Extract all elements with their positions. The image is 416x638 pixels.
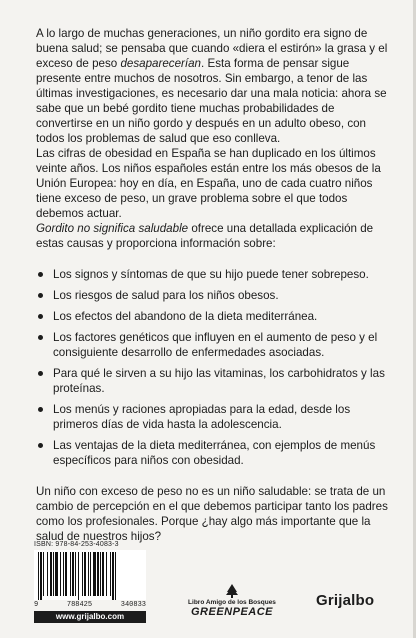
barcode-bar [47,552,48,596]
barcode-image [34,550,146,600]
paragraph-intro [36,26,388,146]
barcode-bar [100,552,101,596]
isbn-label: ISBN: 978-84-253-4083-3 [34,541,119,548]
list-item: Las ventajas de la dieta mediterránea, con ejemplos de menús específicos para niños con obesidad. [36,438,388,468]
barcode-bar [40,552,42,600]
bullet-icon [38,272,43,277]
bullet-icon [38,407,43,412]
barcode-bar [90,552,91,596]
topics-list [36,267,388,468]
barcode-bar [84,552,86,596]
bullet-icon [38,335,43,340]
barcode-bar [63,552,64,596]
bullet-icon [38,314,43,319]
bullet-icon [38,371,43,376]
barcode-digits: 9 788425 340833 [34,601,146,609]
barcode-bar [93,552,96,596]
list-item: Los riesgos de salud para los niños obesos. [36,288,388,303]
paragraph-intro-part1: A lo largo de muchas generaciones, un niño gordito era signo de buena salud; se pensaba que cuando «diera el estirón» la grasa y el exceso de peso [36,27,388,70]
list-item: Los efectos del abandono de la dieta mediterránea. [36,309,388,324]
tree-icon [226,584,238,598]
barcode-bar [65,552,67,596]
barcode-bar [53,552,54,596]
barcode-bar [75,552,76,596]
barcode-bar [70,552,71,596]
barcode-bar [110,552,111,596]
barcode-bar [43,552,44,596]
paragraph-closing: Un niño con exceso de peso no es un niño saludable: se trata de un cambio de percepción en el que debemos participar tanto los padres como los profesionales. Porque ¿hay algo más importante que la salud de nuestros hijos? [36,485,388,543]
greenpeace-tagline: Libro Amigo de los Bosques [188,599,276,606]
list-item: Para qué le sirven a su hijo las vitaminas, los carbohidratos y las proteínas. [36,366,388,396]
barcode-bar [82,552,83,596]
barcode-block [34,541,152,623]
book-summary-text: ofrece una detallada explicación de estas causas y proporciona información sobre: [36,222,374,250]
barcode-bar [88,552,89,596]
book-title: Gordito no significa saludable [36,222,189,235]
barcode-bar [72,552,74,596]
publisher-logo: Grijalbo [316,592,375,609]
publisher-website: www.grijalbo.com [34,611,146,623]
back-cover-text [36,26,388,544]
barcode-bar [112,552,114,600]
barcode-bar [50,552,52,596]
barcode-bar [97,552,99,596]
greenpeace-name: GREENPEACE [190,606,274,618]
greenpeace-logo [182,584,282,618]
bullet-icon [38,293,43,298]
barcode-bar [115,552,116,600]
bullet-icon [38,443,43,448]
paragraph-statistics: Las cifras de obesidad en España se han duplicado en los últimos veinte años. Los niños españoles están entre los más obesos de la Unión Europea: hoy en día, en España, uno de cada cuatro niños tiene exceso de peso, un grave problema sobre el que todos debemos actuar. [36,147,381,220]
list-item: Los signos y síntomas de que su hijo puede tener sobrepeso. [36,267,388,282]
list-item: Los factores genéticos que influyen en el aumento de peso y el consiguiente desarrollo de enfermedades asociadas. [36,330,388,360]
list-item: Los menús y raciones apropiadas para la edad, desde los primeros días de vida hasta la adolescencia. [36,402,388,432]
barcode-bar [106,552,107,596]
paragraph-book-summary [36,221,388,251]
paragraph-intro-part2: . Esta forma de pensar sigue presente entre muchos de nosotros. Sin embargo, a tenor de las últimas investigaciones, es necesario dar una mala noticia: ahora se sabe que un bebé gordito tiene muchas probabilidades de convertirse en un niño gordo y después en un adulto obeso, con todos los problemas de salud que eso conlleva. [36,57,387,145]
barcode-bar [102,552,104,596]
barcode-bars-icon [34,550,146,600]
barcode-bar [55,552,58,596]
paragraph-intro-emphasis: desaparecerían [120,57,202,70]
barcode-bar [78,552,79,600]
barcode-bar [60,552,61,596]
barcode-bar [38,552,39,600]
